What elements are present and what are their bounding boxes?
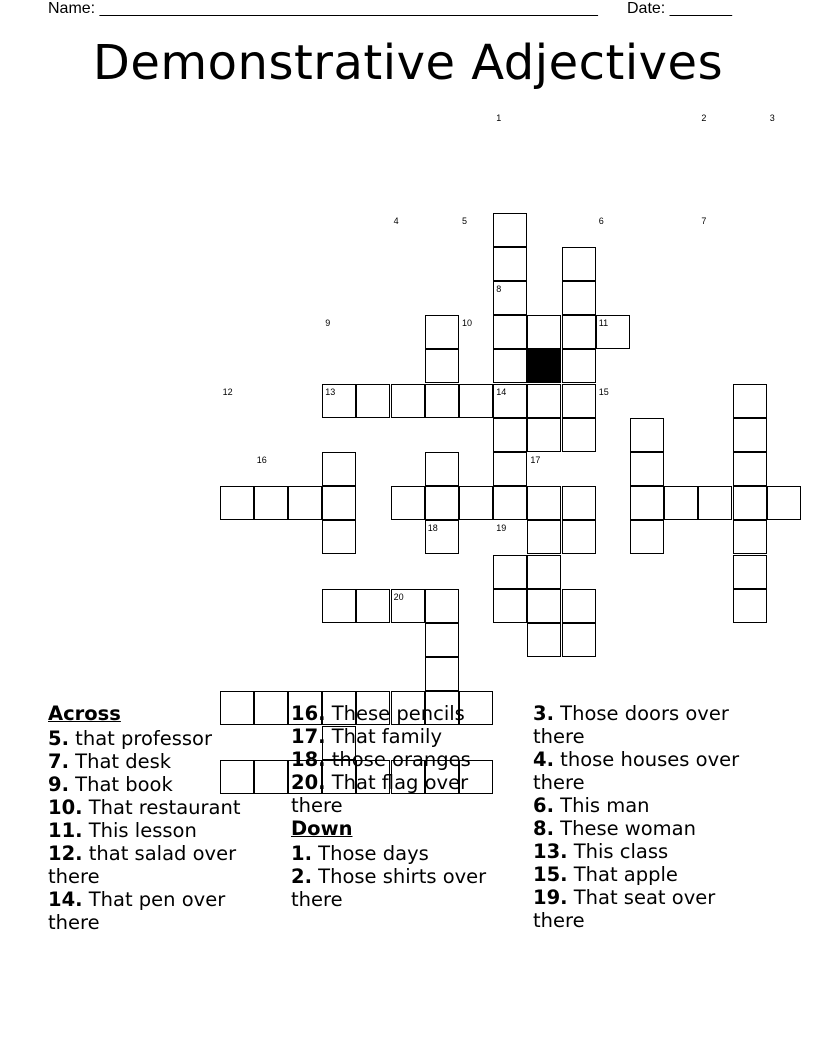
clue-item (533, 702, 753, 748)
clue-number: 14. (48, 888, 83, 911)
clue-text: These pencils (325, 702, 465, 725)
crossword-cell[interactable] (527, 315, 561, 349)
crossword-cell[interactable] (733, 418, 767, 452)
name-field-label: Name: ________________________________________________________ (48, 0, 598, 17)
clue-item (533, 886, 753, 932)
crossword-cell[interactable] (733, 486, 767, 520)
clue-number: 3. (533, 702, 554, 725)
clue-item (291, 771, 521, 817)
clue-number: 2. (291, 865, 312, 888)
crossword-cell[interactable] (630, 486, 664, 520)
crossword-cell[interactable] (425, 384, 459, 418)
clue-number-label: 3 (769, 113, 775, 123)
crossword-cell[interactable] (391, 384, 425, 418)
clue-number: 11. (48, 819, 83, 842)
clue-item (48, 842, 278, 888)
crossword-cell[interactable] (562, 520, 596, 554)
page-title: Demonstrative Adjectives (92, 35, 724, 91)
crossword-cell[interactable] (493, 589, 527, 623)
clue-item (533, 748, 753, 794)
crossword-cell[interactable] (733, 452, 767, 486)
crossword-cell[interactable] (425, 657, 459, 691)
clue-number: 12. (48, 842, 83, 865)
clue-text: That family (325, 725, 442, 748)
clue-number-label: 4 (393, 215, 399, 226)
clue-text: That flag over there (291, 771, 469, 817)
crossword-cell[interactable] (527, 418, 561, 452)
clue-number-label: 15 (598, 386, 609, 397)
crossword-cell[interactable] (425, 315, 459, 349)
crossword-cell[interactable] (459, 384, 493, 418)
clue-item (48, 888, 278, 934)
clue-item (533, 794, 753, 817)
clue-item (48, 819, 278, 842)
clue-number-label: 7 (701, 215, 707, 226)
clue-text: That book (68, 773, 173, 796)
clue-text: those houses over there (533, 748, 740, 794)
crossword-cell[interactable] (562, 384, 596, 418)
clue-number-label: 13 (325, 386, 336, 397)
clue-number-label: 12 (222, 386, 233, 397)
crossword-cell[interactable] (322, 486, 356, 520)
crossword-cell[interactable] (527, 486, 561, 520)
crossword-cell[interactable] (254, 486, 288, 520)
crossword-cell[interactable] (493, 452, 527, 486)
clue-number-label: 17 (530, 455, 541, 465)
clue-number-label: 16 (256, 455, 267, 465)
crossword-cell[interactable] (767, 486, 801, 520)
clue-number-label: 8 (496, 284, 502, 294)
clue-number-label: 20 (393, 591, 404, 602)
crossword-cell[interactable] (356, 589, 390, 623)
crossword-cell[interactable] (630, 452, 664, 486)
clue-number: 1. (291, 842, 312, 865)
crossword-cell[interactable] (425, 589, 459, 623)
across-heading: Across (48, 702, 121, 725)
clue-text: This class (567, 840, 669, 863)
clue-item (291, 725, 521, 748)
clue-item (48, 727, 278, 750)
crossword-cell[interactable] (322, 589, 356, 623)
clue-number: 6. (533, 794, 554, 817)
clue-item (533, 863, 753, 886)
clue-text: This man (553, 794, 650, 817)
clue-number: 8. (533, 817, 554, 840)
crossword-cell[interactable] (391, 486, 425, 520)
crossword-cell[interactable] (527, 520, 561, 554)
clue-text: Those days (311, 842, 429, 865)
crossword-cell[interactable] (630, 520, 664, 554)
clue-item (48, 750, 278, 773)
crossword-cell[interactable] (733, 555, 767, 589)
clue-item (533, 817, 753, 840)
clue-item (291, 865, 521, 911)
clue-item (291, 842, 521, 865)
crossword-cell[interactable] (425, 452, 459, 486)
clue-number: 5. (48, 727, 69, 750)
crossword-cell[interactable] (493, 349, 527, 383)
clue-item (291, 702, 521, 725)
clue-number: 15. (533, 863, 568, 886)
crossword-cell[interactable] (493, 247, 527, 281)
crossword-cell[interactable] (562, 418, 596, 452)
clue-text: This lesson (82, 819, 197, 842)
crossword-cell[interactable] (527, 623, 561, 657)
clue-item (533, 840, 753, 863)
crossword-cell[interactable] (220, 486, 254, 520)
crossword-cell[interactable] (562, 281, 596, 315)
date-field-label: Date: _______ (627, 0, 732, 17)
clue-number: 20. (291, 771, 326, 794)
clue-number-label: 10 (462, 318, 473, 329)
clue-number: 17. (291, 725, 326, 748)
crossword-cell[interactable] (527, 555, 561, 589)
clue-column-1 (48, 702, 278, 934)
crossword-cell[interactable] (562, 589, 596, 623)
clue-number-label: 1 (496, 113, 502, 123)
crossword-cell[interactable] (630, 418, 664, 452)
clue-number-label: 18 (427, 523, 438, 534)
crossword-cell[interactable] (425, 623, 459, 657)
crossword-cell[interactable] (322, 520, 356, 554)
crossword-cell[interactable] (562, 623, 596, 657)
crossword-cell[interactable] (733, 520, 767, 554)
clue-text: That seat over there (533, 886, 716, 932)
clue-number-label: 9 (325, 318, 331, 329)
crossword-cell[interactable] (733, 589, 767, 623)
crossword-black-cell (527, 349, 561, 383)
clue-text: That restaurant (82, 796, 241, 819)
crossword-cell[interactable] (664, 486, 698, 520)
clue-text: That desk (68, 750, 172, 773)
crossword-cell[interactable] (698, 486, 732, 520)
clue-number: 18. (291, 748, 326, 771)
clue-number: 13. (533, 840, 568, 863)
crossword-cell[interactable] (288, 486, 322, 520)
clue-number-label: 2 (701, 113, 707, 123)
clue-item (48, 796, 278, 819)
clue-number: 7. (48, 750, 69, 773)
crossword-cell[interactable] (493, 555, 527, 589)
clue-column-2 (291, 702, 521, 911)
clue-number-label: 5 (462, 215, 468, 226)
clue-text: That pen over there (48, 888, 226, 934)
crossword-cell[interactable] (493, 213, 527, 247)
clue-number-label: 14 (496, 386, 507, 397)
clue-text: that salad over there (48, 842, 237, 888)
crossword-cell[interactable] (493, 418, 527, 452)
crossword-cell[interactable] (459, 486, 493, 520)
clue-text: Those doors over there (533, 702, 729, 748)
clue-number: 4. (533, 748, 554, 771)
clue-text: That apple (567, 863, 678, 886)
crossword-cell[interactable] (493, 315, 527, 349)
clue-number: 10. (48, 796, 83, 819)
crossword-cell[interactable] (425, 486, 459, 520)
crossword-cell[interactable] (733, 384, 767, 418)
crossword-cell[interactable] (322, 452, 356, 486)
crossword-cell[interactable] (527, 589, 561, 623)
clue-text: that professor (68, 727, 213, 750)
crossword-cell[interactable] (562, 315, 596, 349)
clue-number-label: 19 (496, 523, 507, 534)
crossword-cell[interactable] (356, 384, 390, 418)
clue-number: 16. (291, 702, 326, 725)
crossword-cell[interactable] (562, 349, 596, 383)
clue-number-label: 11 (598, 318, 609, 329)
clue-column-3 (533, 702, 753, 932)
clue-text: Those shirts over there (291, 865, 487, 911)
crossword-cell[interactable] (425, 349, 459, 383)
crossword-cell[interactable] (562, 247, 596, 281)
down-heading: Down (291, 817, 353, 840)
clue-number: 9. (48, 773, 69, 796)
crossword-cell[interactable] (527, 384, 561, 418)
clue-item (48, 773, 278, 796)
clue-item (291, 748, 521, 771)
clue-text: those oranges (325, 748, 471, 771)
crossword-cell[interactable] (562, 486, 596, 520)
clue-text: These woman (553, 817, 696, 840)
clue-number: 19. (533, 886, 568, 909)
crossword-cell[interactable] (493, 486, 527, 520)
clue-number-label: 6 (598, 215, 604, 226)
